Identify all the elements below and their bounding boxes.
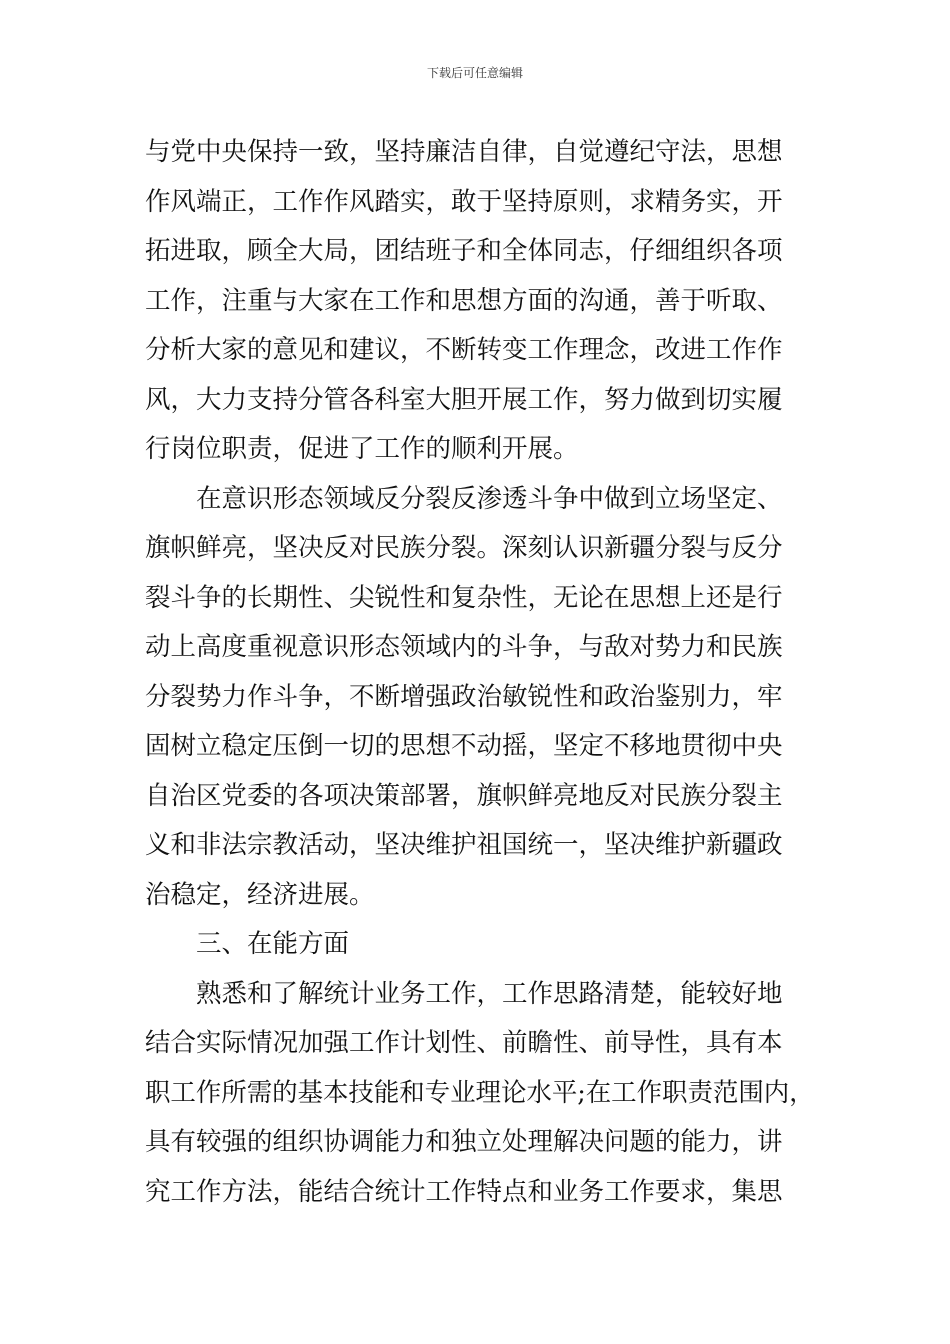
text-line: 究工作方法，能结合统计工作特点和业务工作要求，集思 <box>145 1176 783 1207</box>
text-line: 拓进取，顾全大局，团结班子和全体同志，仔细组织各项 <box>145 236 783 266</box>
body-text <box>145 128 815 1217</box>
text-line: 动上高度重视意识形态领域内的斗争，与敌对势力和民族 <box>145 632 783 662</box>
text-line: 在意识形态领域反分裂反渗透斗争中做到立场坚定、 <box>145 483 783 514</box>
text-line: 行岗位职责，促进了工作的顺利开展。 <box>145 434 579 464</box>
page-header: 下载后可任意编辑 <box>426 66 523 80</box>
text-line: 具有较强的组织协调能力和独立处理解决问题的能力，讲 <box>145 1127 783 1157</box>
text-line: 治稳定，经济进展。 <box>145 879 375 910</box>
text-line: 熟悉和了解统计业务工作，工作思路清楚，能较好地 <box>145 978 783 1009</box>
text-line: 义和非法宗教活动，坚决维护祖国统一，坚决维护新疆政 <box>145 830 783 860</box>
text-line: 自治区党委的各项决策部署，旗帜鲜亮地反对民族分裂主 <box>145 780 783 811</box>
text-line: 风，大力支持分管各科室大胆开展工作，努力做到切实履 <box>145 384 783 415</box>
section-heading: 三、在能方面 <box>145 929 350 959</box>
text-line: 职工作所需的基本技能和专业理论水平;在工作职责范围内， <box>145 1077 815 1108</box>
text-line: 旗帜鲜亮，坚决反对民族分裂。深刻认识新疆分裂与反分 <box>145 533 783 563</box>
text-line: 固树立稳定压倒一切的思想不动摇，坚定不移地贯彻中央 <box>145 731 783 761</box>
text-line: 作风端正，工作作风踏实，敢于坚持原则，求精务实，开 <box>145 186 783 217</box>
text-line: 分析大家的意见和建议，不断转变工作理念，改进工作作 <box>145 335 783 365</box>
text-line: 工作，注重与大家在工作和思想方面的沟通，善于听取、 <box>145 285 783 316</box>
text-line: 分裂势力作斗争，不断增强政治敏锐性和政治鉴别力，牢 <box>145 681 783 712</box>
text-line: 与党中央保持一致，坚持廉洁自律，自觉遵纪守法，思想 <box>145 137 783 167</box>
text-line: 裂斗争的长期性、尖锐性和复杂性，无论在思想上还是行 <box>145 582 783 613</box>
text-line: 结合实际情况加强工作计划性、前瞻性、前导性，具有本 <box>145 1028 783 1058</box>
